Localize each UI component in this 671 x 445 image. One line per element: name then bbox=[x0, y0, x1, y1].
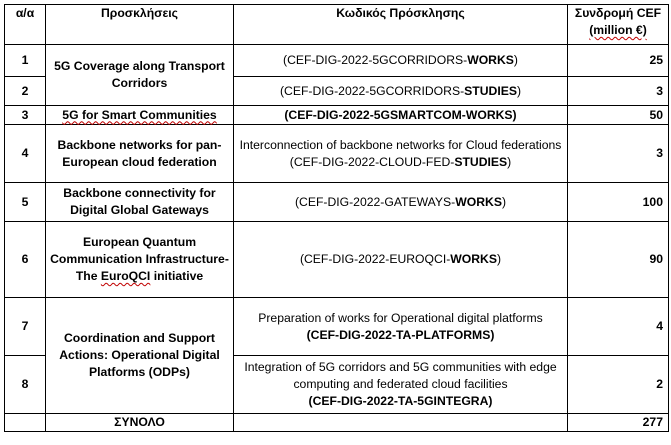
call-code: (CEF-DIG-2022-5GCORRIDORS-WORKS) bbox=[234, 45, 568, 77]
call-name: Backbone networks for pan-European cloud federation bbox=[46, 125, 234, 183]
table-row bbox=[5, 298, 669, 356]
call-name: European Quantum Communication Infrastructure- The EuroQCI initiative bbox=[46, 222, 234, 298]
call-code: (CEF-DIG-2022-5GCORRIDORS-STUDIES) bbox=[234, 77, 568, 106]
funding-value: 50 bbox=[568, 106, 669, 125]
table-row bbox=[5, 45, 669, 77]
row-num: 1 bbox=[5, 45, 46, 77]
header-row bbox=[5, 5, 669, 45]
cef-calls-table bbox=[4, 4, 669, 432]
call-code: Preparation of works for Operational digital platforms (CEF-DIG-2022-TA-PLATFORMS) bbox=[234, 298, 568, 356]
funding-value: 100 bbox=[568, 183, 669, 222]
row-num: 6 bbox=[5, 222, 46, 298]
call-code: (CEF-DIG-2022-EUROQCI-WORKS) bbox=[234, 222, 568, 298]
row-num: 4 bbox=[5, 125, 46, 183]
call-name: 5G for Smart Communities bbox=[46, 106, 234, 125]
call-code: (CEF-DIG-2022-5GSMARTCOM-WORKS) bbox=[234, 106, 568, 125]
call-name-5g-corridors: 5G Coverage along Transport Corridors bbox=[46, 45, 234, 106]
funding-value: 25 bbox=[568, 45, 669, 77]
funding-value: 4 bbox=[568, 298, 669, 356]
total-empty-code-cell bbox=[234, 414, 568, 432]
call-code: (CEF-DIG-2022-GATEWAYS-WORKS) bbox=[234, 183, 568, 222]
call-name: Backbone connectivity for Digital Global Gateways bbox=[46, 183, 234, 222]
funding-value: 3 bbox=[568, 77, 669, 106]
funding-value: 2 bbox=[568, 356, 669, 414]
table-row bbox=[5, 125, 669, 183]
total-empty-cell bbox=[5, 414, 46, 432]
call-code: Interconnection of backbone networks for Cloud federations (CEF-DIG-2022-CLOUD-FED-STUDIES) bbox=[234, 125, 568, 183]
funding-value: 90 bbox=[568, 222, 669, 298]
header-funding-line1: Συνδρομή CEF bbox=[574, 6, 662, 20]
funding-value: 3 bbox=[568, 125, 669, 183]
total-label: ΣΥΝΟΛΟ bbox=[46, 414, 234, 432]
row-num: 2 bbox=[5, 77, 46, 106]
header-funding-line2: (million €) bbox=[589, 23, 647, 37]
table-row bbox=[5, 106, 669, 125]
table-row bbox=[5, 222, 669, 298]
header-funding bbox=[568, 5, 669, 45]
row-num: 7 bbox=[5, 298, 46, 356]
table-row bbox=[5, 183, 669, 222]
total-row bbox=[5, 414, 669, 432]
row-num: 8 bbox=[5, 356, 46, 414]
header-num: α/α bbox=[5, 5, 46, 45]
total-value: 277 bbox=[568, 414, 669, 432]
row-num: 5 bbox=[5, 183, 46, 222]
header-code: Κωδικός Πρόσκλησης bbox=[234, 5, 568, 45]
call-name-odps: Coordination and Support Actions: Operational Digital Platforms (ODPs) bbox=[46, 298, 234, 414]
header-calls: Προσκλήσεις bbox=[46, 5, 234, 45]
call-code: Integration of 5G corridors and 5G communities with edge computing and federated cloud facilities (CEF-DIG-2022-TA-5GINTEGRA) bbox=[234, 356, 568, 414]
row-num: 3 bbox=[5, 106, 46, 125]
